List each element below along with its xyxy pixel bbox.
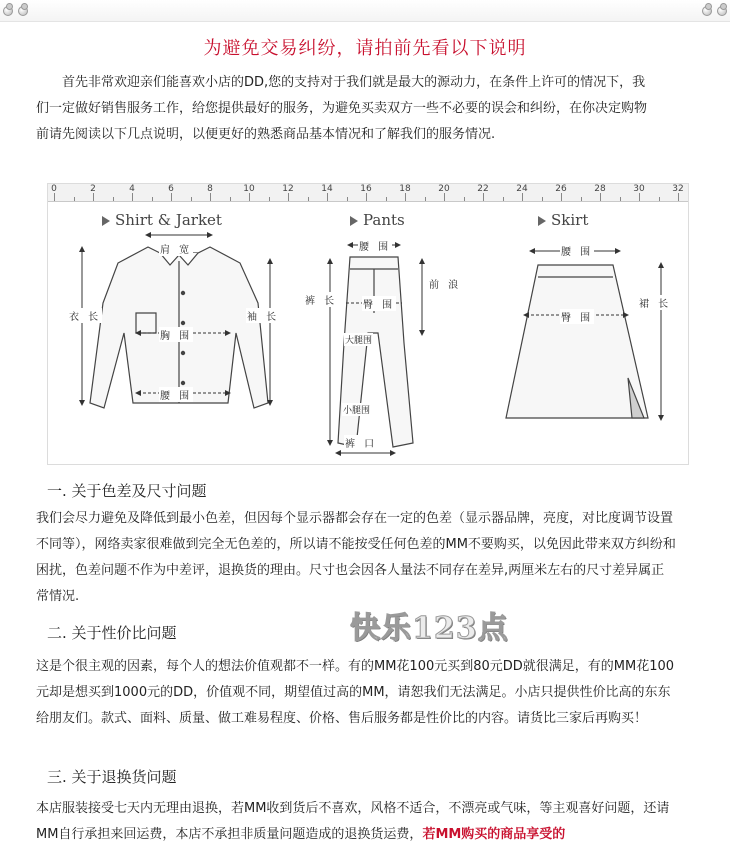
section-body-color: 我们会尽力避免及降低到最小色差，但因每个显示器都会存在一定的色差（显示器品牌，亮度，对比度调节设置不同等），网络卖家很难做到完全无色差的，所以请不能按受任何色差的MM不要购买，以免因此带来双方纠纷和困扰，色差问题不作为中差评，退换货的理由。尺寸也会因各人量法不同存在差异,两厘米左右的尺寸差异属正常情况. xyxy=(36,511,676,604)
ruler-tick xyxy=(308,197,309,201)
ruler-tick xyxy=(93,193,94,201)
pin-icon xyxy=(702,6,712,16)
ruler-tick-label: 18 xyxy=(399,184,411,194)
pin-icon xyxy=(717,6,727,16)
front-rise-label: 前 浪 xyxy=(428,276,462,291)
chest-label: 胸 围 xyxy=(159,327,193,342)
section-body-return xyxy=(36,796,676,848)
ruler-tick xyxy=(54,193,55,201)
ruler-tick xyxy=(620,197,621,201)
ruler-tick xyxy=(288,193,289,201)
ruler-tick xyxy=(347,197,348,201)
section-body-value: 这是个很主观的因素，每个人的想法价值观都不一样。有的MM花100元买到80元DD就很满足，有的MM花100元却是想买到1000元的DD，价值观不同，期望值过高的MM，请恕我们无法满足。小店只提供性价比高的东东给朋友们。款式、面料、质量、做工难易程度、价格、售后服务都是性价比的内容。请货比三家后再购买！ xyxy=(36,659,675,726)
ruler-tick xyxy=(171,193,172,201)
ruler-tick xyxy=(152,197,153,201)
ruler-tick-label: 26 xyxy=(555,184,567,194)
ruler-tick xyxy=(678,193,679,201)
ruler-tick-label: 16 xyxy=(360,184,372,194)
ruler-tick-label: 8 xyxy=(207,184,213,194)
ruler-tick xyxy=(444,193,445,201)
pants-length-label: 裤 长 xyxy=(304,292,338,307)
shirt-title: Shirt & Jarket xyxy=(102,211,222,229)
pants-diagram xyxy=(338,257,413,447)
ruler-tick xyxy=(405,193,406,201)
skirt-waist-label: 腰 围 xyxy=(560,243,594,258)
ruler-tick-label: 12 xyxy=(282,184,294,194)
shirt-waist-label: 腰 围 xyxy=(159,387,193,402)
return-text: 本店服装接受七天内无理由退换，若MM收到货后不喜欢，风格不适合，不漂亮或气味，等主观喜好问题，还请MM自行承担来回运费，本店不承担非质量问题造成的退换货运费， xyxy=(36,801,670,842)
ruler-tick xyxy=(503,197,504,201)
section-heading-color: 一. 关于色差及尺寸问题 xyxy=(47,482,207,500)
ruler-tick xyxy=(366,193,367,201)
ruler-tick xyxy=(327,193,328,201)
ruler-tick xyxy=(269,197,270,201)
ruler-tick xyxy=(210,193,211,201)
return-highlight: 若MM购买的商品享受的 xyxy=(422,827,566,842)
ruler-tick-label: 32 xyxy=(672,184,684,194)
section-heading-return: 三. 关于退换货问题 xyxy=(47,768,177,786)
thigh-label: 大腿围 xyxy=(344,333,373,346)
ruler xyxy=(48,184,688,202)
ruler-tick xyxy=(464,197,465,201)
pin-icon xyxy=(3,6,13,16)
hem-label: 裤 口 xyxy=(344,435,378,450)
pants-title: Pants xyxy=(350,211,405,229)
ruler-tick xyxy=(561,193,562,201)
ruler-tick-label: 20 xyxy=(438,184,450,194)
ruler-tick-label: 30 xyxy=(633,184,645,194)
ruler-tick xyxy=(113,197,114,201)
ruler-tick xyxy=(639,193,640,201)
ruler-tick xyxy=(600,193,601,201)
intro-text: 首先非常欢迎亲们能喜欢小店的DD,您的支持对于我们就是最大的源动力，在条件上许可的情况下，我们一定做好销售服务工作，给您提供最好的服务，为避免买卖双方一些不必要的误会和纠纷，在你决定购物前请先阅读以下几点说明，以便更好的熟悉商品基本情况和了解我们的服务情况. xyxy=(36,75,648,142)
watermark: 快乐123点 xyxy=(350,611,509,646)
pin-icon xyxy=(18,6,28,16)
ruler-tick xyxy=(386,197,387,201)
skirt-hip-label: 臀 围 xyxy=(560,309,594,324)
ruler-tick-label: 22 xyxy=(477,184,489,194)
intro-paragraph xyxy=(36,70,656,148)
ruler-tick xyxy=(191,197,192,201)
ruler-tick xyxy=(74,197,75,201)
ruler-tick-label: 2 xyxy=(90,184,96,194)
ruler-tick xyxy=(132,193,133,201)
page-title: 为避免交易纠纷，请拍前先看以下说明 xyxy=(203,38,527,59)
calf-label: 小腿围 xyxy=(342,403,371,416)
ruler-tick xyxy=(542,197,543,201)
ruler-tick-label: 28 xyxy=(594,184,606,194)
skirt-title: Skirt xyxy=(538,211,588,229)
top-banner xyxy=(0,0,730,22)
shoulder-label: 肩 宽 xyxy=(159,241,193,256)
ruler-tick xyxy=(249,193,250,201)
ruler-tick xyxy=(522,193,523,201)
ruler-tick-label: 4 xyxy=(129,184,135,194)
ruler-tick-label: 6 xyxy=(168,184,174,194)
ruler-tick-label: 10 xyxy=(243,184,255,194)
skirt-diagram xyxy=(506,265,648,418)
ruler-tick-label: 14 xyxy=(321,184,333,194)
ruler-tick xyxy=(581,197,582,201)
sleeve-label: 袖 长 xyxy=(246,308,280,323)
ruler-tick-label: 0 xyxy=(51,184,57,194)
skirt-length-label: 裙 长 xyxy=(638,295,672,310)
pants-waist-label: 腰 围 xyxy=(358,238,392,253)
ruler-tick-label: 24 xyxy=(516,184,528,194)
ruler-tick xyxy=(230,197,231,201)
shirt-length-label: 衣 长 xyxy=(68,308,102,323)
section-heading-value: 二. 关于性价比问题 xyxy=(47,624,177,642)
ruler-tick xyxy=(659,197,660,201)
pants-hip-label: 臀 围 xyxy=(362,296,396,311)
ruler-tick xyxy=(425,197,426,201)
size-chart xyxy=(47,183,689,465)
ruler-tick xyxy=(483,193,484,201)
